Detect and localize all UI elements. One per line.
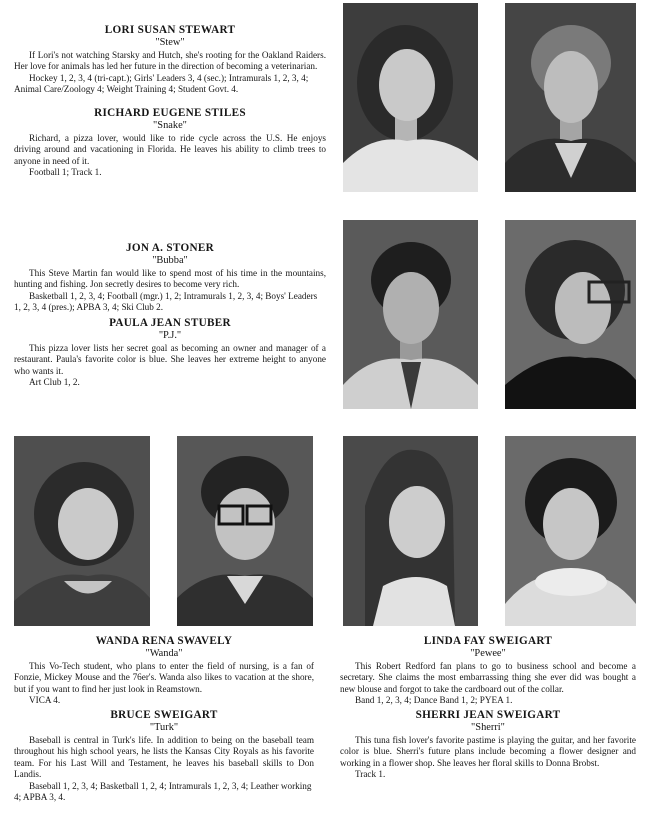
student-name: PAULA JEAN STUBER [109,317,231,329]
portrait-photo [505,436,636,626]
student-entry-lori-stewart [14,24,326,96]
student-nickname: "Stew" [155,37,185,48]
portrait-photo [505,220,636,409]
student-nickname: "Bubba" [152,255,188,266]
student-activities: Baseball 1, 2, 3, 4; Basketball 1, 2, 4; Intramurals 1, 2, 3, 4; Leather working 4; APBA 3, 4. [14,780,312,803]
student-nickname: "Turk" [149,722,179,733]
student-nickname: "Sherri" [471,722,505,733]
student-entry-linda-sweigart [340,635,636,707]
student-name: SHERRI JEAN SWEIGART [415,709,561,721]
student-name: LINDA FAY SWEIGART [423,635,553,647]
student-nickname: "Wanda" [145,648,183,659]
portrait-photo [343,3,478,192]
student-bio: This pizza lover lists her secret goal as becoming an owner and manager of a restaurant. Paula's favorite color is blue. She leaves her extreme height to anyone who wants it. [14,343,326,376]
portrait-photo [343,220,478,409]
student-activities: Band 1, 2, 3, 4; Dance Band 1, 2; PYEA 1. [355,695,513,706]
portrait-photo [14,436,150,626]
student-nickname: "P.J." [158,330,182,341]
portrait-photo [177,436,313,626]
student-name: JON A. STONER [126,242,214,254]
student-activities: Basketball 1, 2, 3, 4; Football (mgr.) 1, 2; Intramurals 1, 2, 3, 4; Boys' Leaders 1, 2, 3, 4 (pres.); APBA 3, 4; Ski Club 2. [14,290,318,313]
student-bio: Baseball is central in Turk's life. In addition to being on the baseball team throughout his high school years, he lists the Kansas City Royals as his favorite team. For his Last Will and Testament, he leaves his baseball skills to Don Landis. [14,735,314,780]
student-activities: Hockey 1, 2, 3, 4 (tri-capt.); Girls' Leaders 3, 4 (sec.); Intramurals 1, 2, 3, 4; Animal Care/Zoology 4; Weight Training 4; Student Govt. 4. [14,72,309,95]
student-name: BRUCE SWEIGART [110,709,218,721]
portrait-photo [343,436,478,626]
student-entry-paula-stuber [14,317,326,389]
student-bio: If Lori's not watching Starsky and Hutch, she's rooting for the Oakland Raiders. Her love for animals has led her future in the direction of becoming a veterinarian. [14,50,326,72]
student-bio: This tuna fish lover's favorite pastime is playing the guitar, and her favorite color is blue. Sherri's future plans include becoming a flower designer and working in a flower shop. She leaves her floral skills to Donna Brobst. [340,735,636,768]
student-entry-sherri-sweigart [340,709,636,781]
student-activities: Track 1. [355,769,386,780]
student-bio: This Vo-Tech student, who plans to enter the field of nursing, is a fan of Fonzie, Mickey Mouse and the 76er's. Wanda also likes to vacation at the shore, but if you want to find her just look in Reamstown. [14,661,314,694]
student-nickname: "Snake" [153,120,187,131]
student-entry-wanda-swavely [14,635,314,707]
student-entry-bruce-sweigart [14,709,314,803]
student-name: RICHARD EUGENE STILES [94,107,246,119]
student-activities: VICA 4. [29,695,61,706]
student-bio: This Steve Martin fan would like to spend most of his time in the mountains, hunting and fishing. Jon secretly desires to become very rich. [14,268,326,290]
student-activities: Art Club 1, 2. [29,377,80,388]
student-name: WANDA RENA SWAVELY [95,635,233,647]
student-nickname: "Pewee" [470,648,506,659]
student-bio: Richard, a pizza lover, would like to ride cycle across the U.S. He enjoys driving around and vacationing in Florida. He leaves his ability to climb trees to anyone in need of it. [14,133,326,166]
student-entry-jon-stoner [14,242,326,314]
student-bio: This Robert Redford fan plans to go to business school and become a secretary. She claims the most embarrassing thing she ever did was bought a new blouse and forgot to take the cardboard out of the collar. [340,661,636,694]
portrait-photo [505,3,636,192]
student-entry-richard-stiles [14,107,326,179]
student-name: LORI SUSAN STEWART [104,24,236,36]
student-activities: Football 1; Track 1. [29,167,102,178]
